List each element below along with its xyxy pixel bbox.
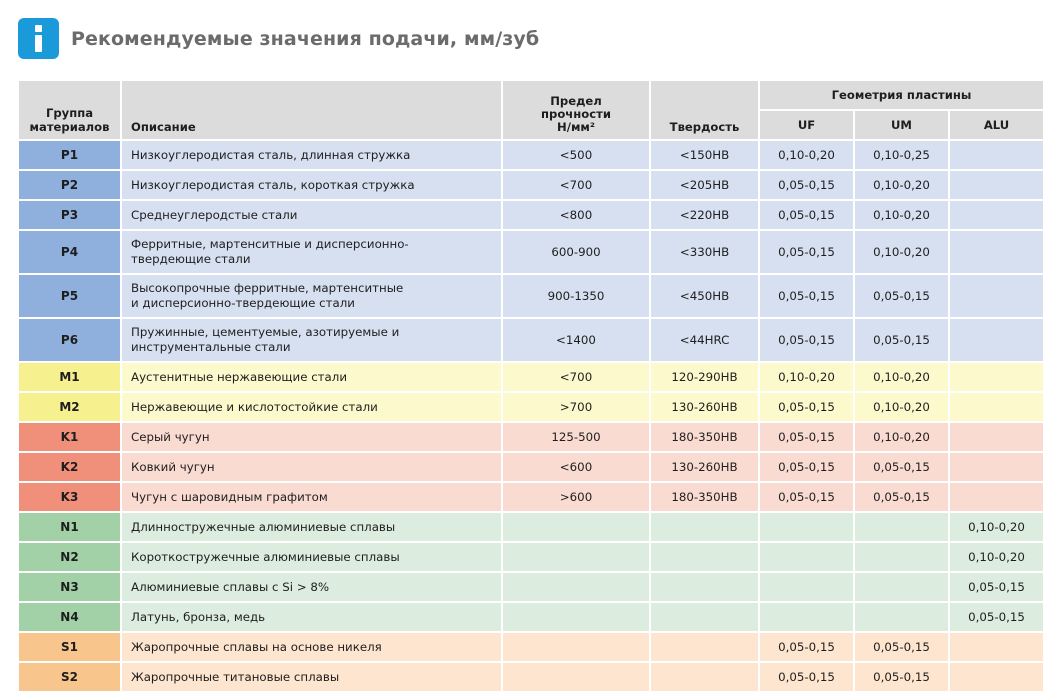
description-line: Чугун с шаровидным графитом [131, 489, 328, 504]
table-row [19, 543, 1043, 571]
description-line: Аустенитные нержавеющие стали [131, 369, 347, 384]
tensile-limit-cell: <500 [503, 141, 649, 169]
um-cell [855, 543, 948, 571]
alu-cell [950, 171, 1043, 199]
hardness-cell [651, 603, 758, 631]
material-group-cell: P3 [19, 201, 120, 229]
hardness-cell: <330HB [651, 231, 758, 273]
header-alu: ALU [950, 111, 1043, 139]
description-cell [122, 573, 501, 601]
table-row [19, 393, 1043, 421]
description-cell [122, 483, 501, 511]
alu-cell [950, 483, 1043, 511]
uf-cell: 0,10-0,20 [760, 363, 853, 391]
alu-cell [950, 393, 1043, 421]
tensile-limit-cell: 900-1350 [503, 275, 649, 317]
material-group-cell: S2 [19, 663, 120, 691]
uf-cell: 0,05-0,15 [760, 393, 853, 421]
alu-cell [950, 275, 1043, 317]
material-group-cell: N3 [19, 573, 120, 601]
info-icon [18, 18, 59, 59]
description-cell [122, 231, 501, 273]
description-line: Алюминиевые сплавы с Si > 8% [131, 579, 330, 594]
uf-cell: 0,05-0,15 [760, 171, 853, 199]
tensile-limit-cell: 600-900 [503, 231, 649, 273]
table-row [19, 141, 1043, 169]
description-cell [122, 275, 501, 317]
material-group-cell: N4 [19, 603, 120, 631]
uf-cell: 0,05-0,15 [760, 423, 853, 451]
description-line: твердеющие стали [131, 252, 251, 266]
um-cell: 0,05-0,15 [855, 453, 948, 481]
table-row [19, 275, 1043, 317]
description-line: инструментальные стали [131, 340, 291, 354]
tensile-limit-cell: <700 [503, 363, 649, 391]
alu-cell [950, 453, 1043, 481]
alu-cell: 0,05-0,15 [950, 573, 1043, 601]
hardness-cell: <205HB [651, 171, 758, 199]
material-group-cell: M2 [19, 393, 120, 421]
um-cell [855, 603, 948, 631]
alu-cell [950, 423, 1043, 451]
table-row [19, 453, 1043, 481]
description-cell [122, 453, 501, 481]
header-um: UM [855, 111, 948, 139]
description-cell [122, 513, 501, 541]
material-group-cell: K2 [19, 453, 120, 481]
uf-cell: 0,10-0,20 [760, 141, 853, 169]
header-insert-geometry: Геометрия пластины [760, 81, 1043, 109]
description-line: Серый чугун [131, 429, 210, 444]
material-group-cell: K1 [19, 423, 120, 451]
feed-rate-table [17, 79, 1045, 693]
material-group-cell: P1 [19, 141, 120, 169]
tensile-limit-cell [503, 603, 649, 631]
uf-cell [760, 603, 853, 631]
description-cell [122, 633, 501, 661]
page-title: Рекомендуемые значения подачи, мм/зуб [71, 27, 540, 50]
table-row [19, 171, 1043, 199]
um-cell: 0,10-0,25 [855, 141, 948, 169]
tensile-limit-cell [503, 633, 649, 661]
uf-cell: 0,05-0,15 [760, 453, 853, 481]
alu-cell [950, 663, 1043, 691]
description-line: Жаропрочные титановые сплавы [131, 669, 340, 684]
material-group-cell: K3 [19, 483, 120, 511]
page-header [18, 18, 539, 59]
material-group-cell: P6 [19, 319, 120, 361]
description-cell [122, 363, 501, 391]
uf-cell: 0,05-0,15 [760, 275, 853, 317]
um-cell: 0,05-0,15 [855, 633, 948, 661]
alu-cell [950, 201, 1043, 229]
uf-cell [760, 543, 853, 571]
um-cell: 0,10-0,20 [855, 171, 948, 199]
description-cell [122, 141, 501, 169]
tensile-limit-cell: <600 [503, 453, 649, 481]
table-row [19, 319, 1043, 361]
tensile-limit-cell [503, 543, 649, 571]
hardness-cell [651, 513, 758, 541]
uf-cell [760, 513, 853, 541]
hardness-cell: 120-290HB [651, 363, 758, 391]
um-cell: 0,10-0,20 [855, 231, 948, 273]
alu-cell: 0,05-0,15 [950, 603, 1043, 631]
tensile-limit-cell [503, 663, 649, 691]
material-group-cell: P2 [19, 171, 120, 199]
um-cell: 0,10-0,20 [855, 423, 948, 451]
um-cell: 0,10-0,20 [855, 201, 948, 229]
description-line: Среднеуглеродстые стали [131, 207, 298, 222]
description-cell [122, 171, 501, 199]
uf-cell: 0,05-0,15 [760, 231, 853, 273]
uf-cell: 0,05-0,15 [760, 633, 853, 661]
table-row [19, 231, 1043, 273]
alu-cell [950, 231, 1043, 273]
header-tensile-limit: Предел прочности Н/мм² [503, 81, 649, 139]
hardness-cell: 180-350HB [651, 483, 758, 511]
tensile-limit-cell: <700 [503, 171, 649, 199]
description-cell [122, 393, 501, 421]
description-line: Высокопрочные ферритные, мартенситные [131, 281, 404, 295]
uf-cell [760, 573, 853, 601]
material-group-cell: P5 [19, 275, 120, 317]
description-cell [122, 201, 501, 229]
tensile-limit-cell: <800 [503, 201, 649, 229]
hardness-cell: 130-260HB [651, 453, 758, 481]
um-cell: 0,10-0,20 [855, 363, 948, 391]
table-row [19, 573, 1043, 601]
hardness-cell [651, 633, 758, 661]
hardness-cell: 130-260HB [651, 393, 758, 421]
tensile-limit-cell: >600 [503, 483, 649, 511]
material-group-cell: P4 [19, 231, 120, 273]
hardness-cell: 180-350HB [651, 423, 758, 451]
description-cell [122, 603, 501, 631]
um-cell [855, 573, 948, 601]
uf-cell: 0,05-0,15 [760, 201, 853, 229]
alu-cell: 0,10-0,20 [950, 543, 1043, 571]
hardness-cell [651, 573, 758, 601]
description-line: Пружинные, цементуемые, азотируемые и [131, 325, 400, 339]
description-cell [122, 319, 501, 361]
table-row [19, 513, 1043, 541]
hardness-cell: <150HB [651, 141, 758, 169]
uf-cell: 0,05-0,15 [760, 663, 853, 691]
hardness-cell: <44HRC [651, 319, 758, 361]
hardness-cell [651, 663, 758, 691]
material-group-cell: N1 [19, 513, 120, 541]
hardness-cell [651, 543, 758, 571]
header-material-group: Группа материалов [19, 81, 120, 139]
um-cell: 0,05-0,15 [855, 319, 948, 361]
table-row [19, 483, 1043, 511]
table-row [19, 423, 1043, 451]
tensile-limit-cell: <1400 [503, 319, 649, 361]
description-line: Низкоуглеродистая сталь, длинная стружка [131, 147, 411, 162]
alu-cell [950, 633, 1043, 661]
description-line: Низкоуглеродистая сталь, короткая стружка [131, 177, 415, 192]
tensile-limit-cell [503, 573, 649, 601]
tensile-limit-cell [503, 513, 649, 541]
table-row [19, 201, 1043, 229]
uf-cell: 0,05-0,15 [760, 483, 853, 511]
tensile-limit-cell: 125-500 [503, 423, 649, 451]
um-cell: 0,10-0,20 [855, 393, 948, 421]
material-group-cell: N2 [19, 543, 120, 571]
table-row [19, 363, 1043, 391]
table-row [19, 663, 1043, 691]
description-line: и дисперсионно-твердеющие стали [131, 296, 355, 310]
description-cell [122, 423, 501, 451]
description-line: Жаропрочные сплавы на основе никеля [131, 639, 382, 654]
description-line: Ковкий чугун [131, 459, 215, 474]
hardness-cell: <450HB [651, 275, 758, 317]
description-line: Короткостружечные алюминиевые сплавы [131, 549, 400, 564]
tensile-limit-cell: >700 [503, 393, 649, 421]
um-cell: 0,05-0,15 [855, 483, 948, 511]
table-body [19, 141, 1043, 691]
alu-cell [950, 363, 1043, 391]
description-line: Ферритные, мартенситные и дисперсионно- [131, 237, 409, 251]
alu-cell: 0,10-0,20 [950, 513, 1043, 541]
description-cell [122, 543, 501, 571]
description-line: Длинностружечные алюминиевые сплавы [131, 519, 396, 534]
table-row [19, 633, 1043, 661]
header-hardness: Твердость [651, 81, 758, 139]
uf-cell: 0,05-0,15 [760, 319, 853, 361]
table-row [19, 603, 1043, 631]
alu-cell [950, 141, 1043, 169]
um-cell [855, 513, 948, 541]
description-line: Латунь, бронза, медь [131, 609, 266, 624]
alu-cell [950, 319, 1043, 361]
um-cell: 0,05-0,15 [855, 275, 948, 317]
description-cell [122, 663, 501, 691]
hardness-cell: <220HB [651, 201, 758, 229]
material-group-cell: S1 [19, 633, 120, 661]
material-group-cell: M1 [19, 363, 120, 391]
header-uf: UF [760, 111, 853, 139]
um-cell: 0,05-0,15 [855, 663, 948, 691]
header-description: Описание [122, 81, 501, 139]
description-line: Нержавеющие и кислотостойкие стали [131, 399, 378, 414]
